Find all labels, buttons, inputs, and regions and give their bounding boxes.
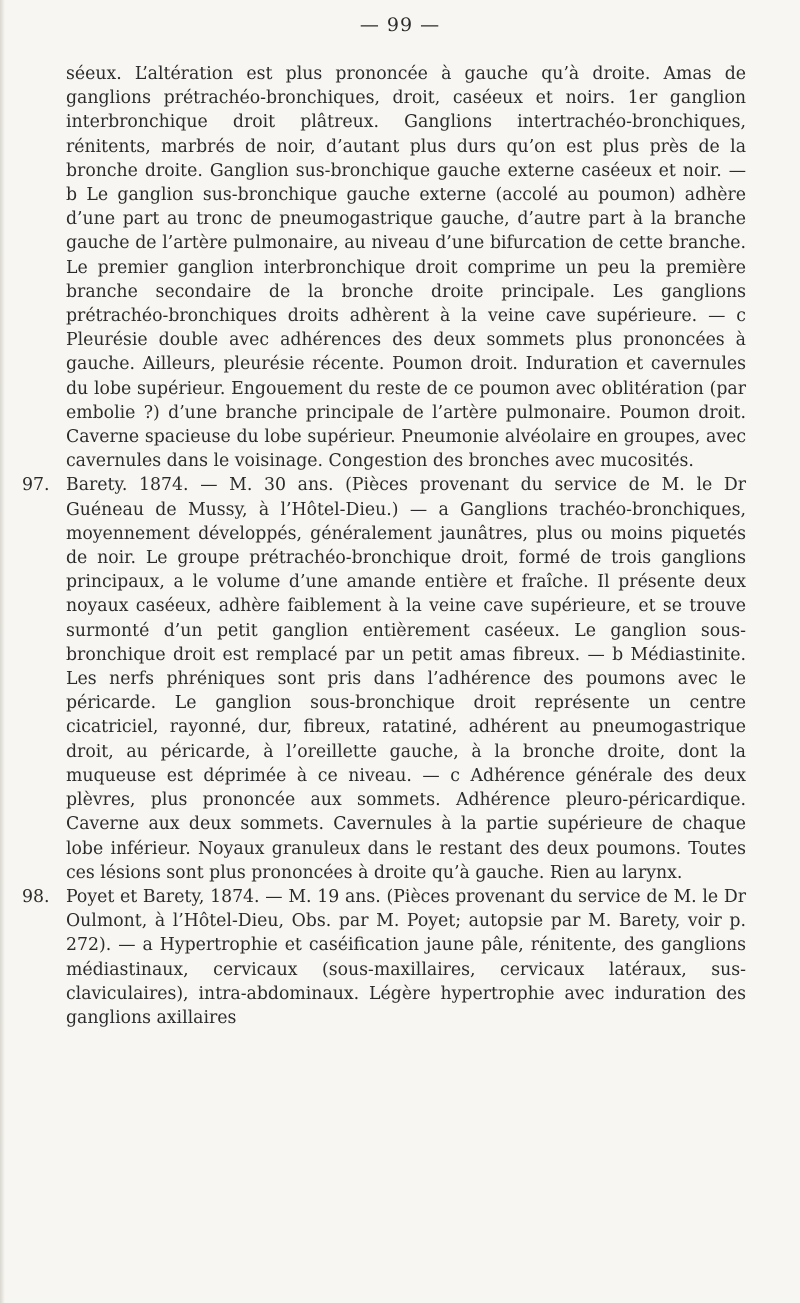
body-text: [22, 62, 746, 1030]
page-number: — 99 —: [359, 14, 441, 36]
entry-number: 97.: [22, 475, 50, 496]
entry-number: 98.: [22, 886, 50, 907]
entry-98: [22, 885, 746, 1030]
binding-edge: [0, 0, 5, 1303]
entry-text: Barety. 1874. — M. 30 ans. (Pièces provenant du service de M. le Dr Guéneau de Mussy, à l’Hôtel-Dieu.) — a Ganglions trachéo-bronchiques, moyennement développés, généralement jaunâtres, plus ou moins piquetés de noir. Le groupe prétrachéo-bronchique droit, formé de trois ganglions principaux, a le volume d’une amande entière et fraîche. Il présente deux noyaux caséeux, adhère faiblement à la veine cave supérieure, et se trouve surmonté d’un petit ganglion entièrement caséeux. Le ganglion sous-bronchique droit est remplacé par un petit amas fibreux. — b Médiastinite. Les nerfs phréniques sont pris dans l’adhérence des poumons avec le péricarde. Le ganglion sous-bronchique droit représente un centre cicatriciel, rayonné, dur, fibreux, ratatiné, adhérent au pneumogastrique droit, au péricarde, à l’oreillette gauche, à la bronche droite, dont la muqueuse est déprimée à ce niveau. — c Adhérence générale des deux plèvres, plus prononcée aux sommets. Adhérence pleuro-péricardique. Caverne aux deux sommets. Cavernules à la partie supérieure de chaque lobe inférieur. Noyaux granuleux dans le restant des deux poumons. Toutes ces lésions sont plus prononcées à droite qu’à gauche. Rien au larynx.: [66, 475, 746, 883]
entry-text: Poyet et Barety, 1874. — M. 19 ans. (Pièces provenant du service de M. le Dr Oulmont, à l’Hôtel-Dieu, Obs. par M. Poyet; autopsie par M. Barety, voir p. 272). — a Hypertrophie et caséification jaune pâle, rénitente, des ganglions médiastinaux, cervicaux (sous-maxillaires, cervicaux latéraux, sus-claviculaires), intra-abdominaux. Légère hypertrophie avec induration des ganglions axillaires: [66, 886, 746, 1028]
continuation-paragraph: séeux. L’altération est plus prononcée à gauche qu’à droite. Amas de ganglions prétrachéo-bronchiques, droit, caséeux et noirs. 1er ganglion interbronchique droit plâtreux. Ganglions intertrachéo-bronchiques, rénitents, marbrés de noir, d’autant plus durs qu’on est plus près de la bronche droite. Ganglion sus-bronchique gauche externe caséeux et noir. — b Le ganglion sus-bronchique gauche externe (accolé au poumon) adhère d’une part au tronc de pneumogastrique gauche, d’autre part à la branche gauche de l’artère pulmonaire, au niveau d’une bifurcation de cette branche. Le premier ganglion interbronchique droit comprime un peu la première branche secondaire de la bronche droite principale. Les ganglions prétrachéo-bronchiques droits adhèrent à la veine cave supérieure. — c Pleurésie double avec adhérences des deux sommets plus prononcées à gauche. Ailleurs, pleurésie récente. Poumon droit. Induration et cavernules du lobe supérieur. Engouement du reste de ce poumon avec oblitération (par embolie ?) d’une branche principale de l’artère pulmonaire. Poumon droit. Caverne spacieuse du lobe supérieur. Pneumonie alvéolaire en groupes, avec cavernules dans le voisinage. Congestion des bronches avec mucosités.: [66, 64, 746, 472]
entry-97: [22, 473, 746, 884]
